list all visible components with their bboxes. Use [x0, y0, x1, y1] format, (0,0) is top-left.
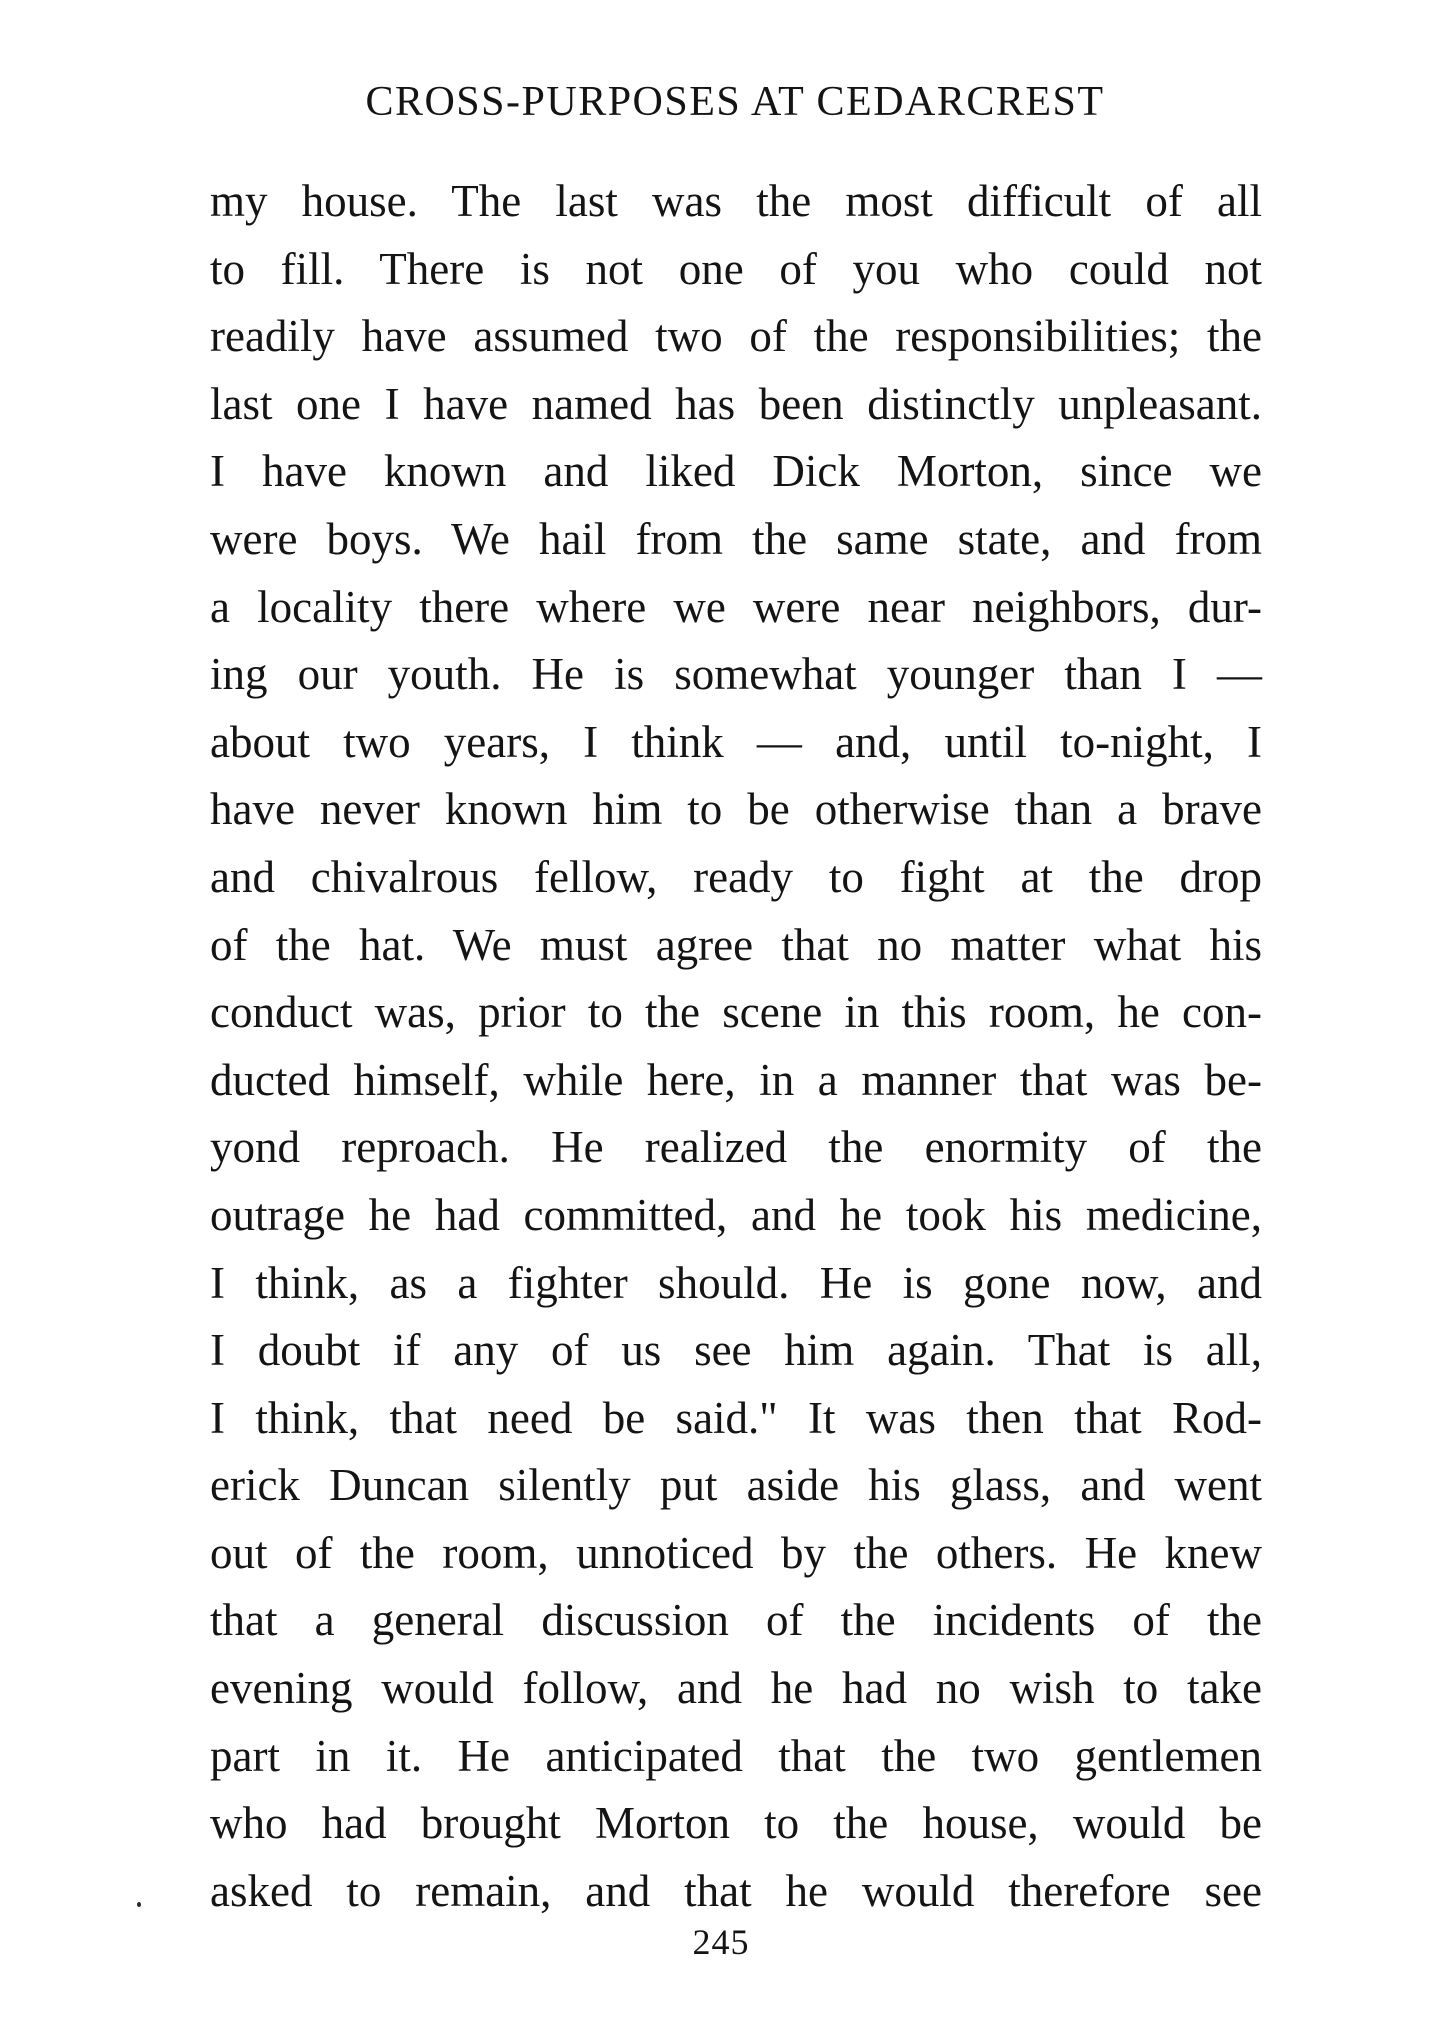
- text-line: asked to remain, and that he would therefore see: [210, 1865, 1262, 1916]
- text-line: a locality there where we were near neighbors, dur-: [210, 581, 1262, 632]
- text-line: that a general discussion of the incidents of the: [210, 1595, 1262, 1646]
- text-line: outrage he had committed, and he took his medicine,: [210, 1189, 1262, 1240]
- body-text: [210, 168, 1262, 1925]
- text-line: have never known him to be otherwise than a brave: [210, 784, 1262, 835]
- page-number: 245: [692, 1922, 750, 1962]
- text-line: were boys. We hail from the same state, and from: [210, 513, 1262, 564]
- text-line: part in it. He anticipated that the two gentlemen: [210, 1730, 1262, 1781]
- text-line: I think, that need be said." It was then that Rod-: [210, 1392, 1262, 1443]
- text-line: I have known and liked Dick Morton, since we: [210, 446, 1262, 497]
- text-line: about two years, I think — and, until to-night, I: [210, 716, 1262, 767]
- text-line: ing our youth. He is somewhat younger than I —: [210, 649, 1262, 700]
- text-line: and chivalrous fellow, ready to fight at the drop: [210, 851, 1262, 902]
- text-line: ducted himself, while here, in a manner that was be-: [210, 1054, 1262, 1105]
- text-line: last one I have named has been distinctly unpleasant.: [210, 378, 1262, 429]
- text-line: conduct was, prior to the scene in this room, he con-: [210, 987, 1262, 1038]
- running-head: CROSS-PURPOSES AT CEDARCREST: [365, 79, 1105, 125]
- text-line: of the hat. We must agree that no matter what his: [210, 919, 1262, 970]
- text-line: who had brought Morton to the house, would be: [210, 1798, 1262, 1849]
- text-line: erick Duncan silently put aside his glass, and went: [210, 1460, 1262, 1511]
- scan-speck: [137, 1902, 141, 1907]
- text-line: yond reproach. He realized the enormity of the: [210, 1122, 1262, 1173]
- text-line: I doubt if any of us see him again. That is all,: [210, 1325, 1262, 1376]
- text-line: evening would follow, and he had no wish to take: [210, 1663, 1262, 1714]
- text-line: I think, as a fighter should. He is gone now, and: [210, 1257, 1262, 1308]
- text-line: readily have assumed two of the responsibilities; the: [210, 311, 1262, 362]
- text-line: my house. The last was the most difficult of all: [210, 176, 1262, 226]
- text-line: to fill. There is not one of you who could not: [210, 243, 1262, 294]
- text-line: out of the room, unnoticed by the others. He knew: [210, 1527, 1262, 1578]
